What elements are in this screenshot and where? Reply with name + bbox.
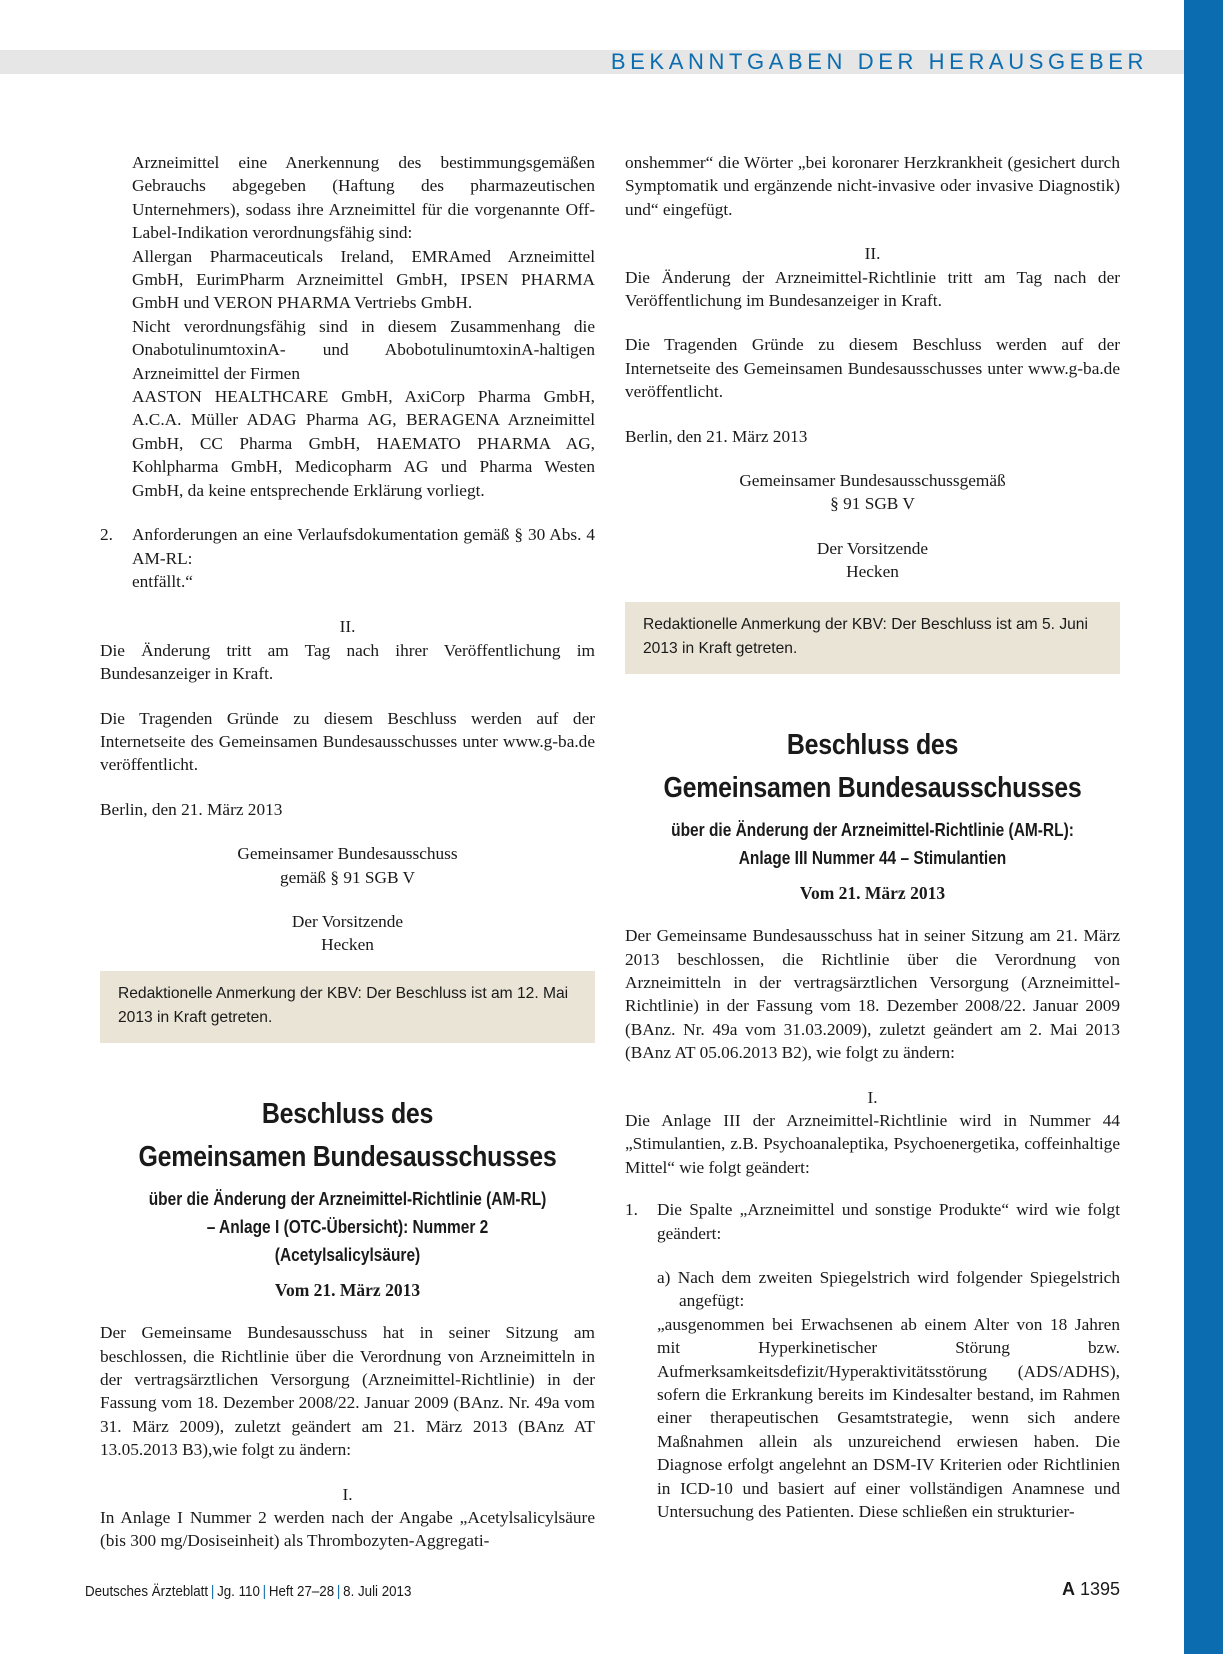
subtitle-line: über die Änderung der Arzneimittel-Richtlinie (AM-RL): [671, 819, 1074, 840]
continued-text: onshemmer“ die Wörter „bei koronarer Herzkrankheit (gesichert durch Symptomatik und ergänzende nicht-invasive oder invasive Diagnostik) und“ eingefügt. [625, 153, 1120, 219]
reasons-text: Die Tragenden Gründe zu diesem Beschluss werden auf der Internetseite des Gemeinsamen Bundesausschusses unter www.g-ba.de veröffentlicht. [100, 708, 595, 775]
signature-line: gemäß § 91 SGB V [279, 867, 416, 887]
section-text: Die Änderung der Arzneimittel-Richtlinie tritt am Tag nach der Veröffentlichung im Bundesanzeiger in Kraft. [625, 267, 1120, 311]
title-line: Gemeinsamen Bundesausschusses [138, 1140, 557, 1173]
journal-name: Deutsches Ärzteblatt [85, 1584, 209, 1600]
subtitle-line: Anlage III Nummer 44 – Stimulantien [738, 847, 1007, 868]
reasons-text: Die Tragenden Gründe zu diesem Beschluss werden auf der Internetseite des Gemeinsamen Bundesausschusses unter www.g-ba.de veröffentlicht. [625, 335, 1120, 402]
item-number: 2. [100, 525, 113, 545]
editorial-note: Redaktionelle Anmerkung der KBV: Der Beschluss ist am 12. Mai 2013 in Kraft getreten. [100, 971, 595, 1043]
signature-line: Hecken [846, 562, 899, 582]
side-color-bar [1184, 0, 1223, 1654]
title-line: Beschluss des [786, 728, 959, 761]
section-heading: I. [867, 1087, 878, 1107]
resolution-subtitle [625, 816, 1120, 872]
item-tail: entfällt.“ [132, 571, 193, 591]
not-eligible-text: Nicht verordnungsfähig sind in diesem Zusammenhang die OnabotulinumtoxinA- und AbobotulinumtoxinA-haltigen Arzneimittel der Firmen [132, 316, 595, 383]
section-heading: I. [342, 1484, 353, 1504]
section-heading: II. [339, 617, 356, 637]
body-text: Der Gemeinsame Bundesausschuss hat in seiner Sitzung am beschlossen, die Richtlinie über die Verordnung von Arzneimitteln in der vertragsärztlichen Versorgung (Arzneimittel-Richtlinie) in der Fassung vom 18. Dezember 2008/22. Januar 2009 (BAnz. Nr. 49a vom 31. März 2009), zuletzt geändert am 21. März 2013 (BAnz AT 13.05.2013 B3),wie folgt zu ändern: [100, 1323, 595, 1460]
ineligible-companies: AASTON HEALTHCARE GmbH, AxiCorp Pharma GmbH, A.C.A. Müller ADAG Pharma AG, BERAGENA Arzneimittel GmbH, CC Pharma GmbH, HAEMATO PHARMA AG, Kohlpharma GmbH, Medicopharm AG und Pharma Westen GmbH, da keine entsprechende Erklärung vorliegt. [132, 387, 595, 500]
intro-block [100, 151, 595, 502]
page-number [1062, 1579, 1120, 1600]
footer-separator: | [336, 1584, 341, 1600]
signature-line: § 91 SGB V [830, 494, 915, 514]
resolution-title [625, 724, 1120, 810]
right-column [625, 151, 1120, 1523]
section-text: Die Anlage III der Arzneimittel-Richtlinie wird in Nummer 44 „Stimulantien, z.B. Psychoanaleptika, Psychoenergetika, coffeinhaltige Mittel“ wie folgt geändert: [625, 1110, 1120, 1177]
item-text: Die Spalte „Arzneimittel und sonstige Produkte“ wird wie folgt geändert: [657, 1200, 1120, 1243]
subtitle-line: – Anlage I (OTC-Übersicht): Nummer 2 (Acetylsalicylsäure) [206, 1216, 489, 1265]
journal-volume: Jg. 110 [217, 1584, 260, 1600]
section-text: In Anlage I Nummer 2 werden nach der Angabe „Acetylsalicylsäure (bis 300 mg/Dosiseinheit) als Thrombozyten-Aggregati- [100, 1508, 595, 1551]
intro-text: Arzneimittel eine Anerkennung des bestimmungsgemäßen Gebrauchs abgegeben (Haftung des pharmazeutischen Unternehmers), sodass ihre Arzneimittel für die vorgenannte Off-Label-Indikation verordnungsfähig sind: [132, 153, 595, 243]
journal-date: 8. Juli 2013 [343, 1584, 412, 1600]
place-date: Berlin, den 21. März 2013 [100, 799, 283, 819]
resolution-title [100, 1093, 595, 1179]
resolution-subtitle [100, 1185, 595, 1269]
resolution-date: Vom 21. März 2013 [274, 1279, 421, 1300]
item-text: Anforderungen an eine Verlaufsdokumentation gemäß § 30 Abs. 4 AM-RL: [132, 525, 595, 568]
page-prefix: A [1061, 1579, 1075, 1599]
signature-line: Der Vorsitzende [291, 911, 404, 931]
sub-item-text: a) Nach dem zweiten Spiegelstrich wird folgender Spiegelstrich angefügt: [657, 1267, 1120, 1311]
footer-separator: | [262, 1584, 267, 1600]
signature-line: Der Vorsitzende [816, 538, 929, 558]
section-heading: II. [864, 244, 881, 264]
list-item [100, 523, 595, 593]
footer-separator: | [210, 1584, 215, 1600]
section-header: BEKANNTGABEN DER HERAUSGEBER [610, 49, 1148, 74]
page-number-value: 1395 [1079, 1579, 1120, 1599]
subtitle-line: über die Änderung der Arzneimittel-Richtlinie (AM-RL) [148, 1188, 547, 1209]
item-number: 1. [625, 1200, 638, 1220]
section-text: Die Änderung tritt am Tag nach ihrer Veröffentlichung im Bundesanzeiger in Kraft. [100, 640, 595, 684]
editorial-note: Redaktionelle Anmerkung der KBV: Der Beschluss ist am 5. Juni 2013 in Kraft getreten. [625, 602, 1120, 674]
journal-issue: Heft 27–28 [268, 1584, 335, 1600]
left-column [100, 151, 595, 1553]
resolution-date: Vom 21. März 2013 [799, 882, 946, 903]
signature-line: Gemeinsamer Bundesausschuss [237, 844, 458, 864]
list-item [625, 1198, 1120, 1245]
title-line: Beschluss des [261, 1097, 434, 1130]
body-text: Der Gemeinsame Bundesausschuss hat in seiner Sitzung am 21. März 2013 beschlossen, die Richtlinie über die Verordnung von Arzneimitteln in der vertragsärztlichen Versorgung (Arzneimittel-Richtlinie) in der Fassung vom 18. Dezember 2008/22. Januar 2009 (BAnz. Nr. 49a vom 31.03.2009), zuletzt geändert am 2. Mai 2013 (BAnz AT 05.06.2013 B2), wie folgt zu ändern: [625, 926, 1120, 1063]
title-line: Gemeinsamen Bundesausschusses [663, 771, 1082, 804]
sub-item [625, 1266, 1120, 1523]
signature-line: Hecken [321, 935, 374, 955]
place-date: Berlin, den 21. März 2013 [625, 426, 808, 446]
footer-citation [85, 1584, 411, 1600]
quoted-text: „ausgenommen bei Erwachsenen ab einem Alter von 18 Jahren mit Hyperkinetischer Störung bzw. Aufmerksamkeitsdefizit/Hyperaktivitätsstörung (ADS/ADHS), sofern die Erkrankung bereits im Kindesalter bestand, im Rahmen einer therapeutischen Gesamtstrategie, wenn sich andere Maßnahmen allein als unzureichend erwiesen haben. Die Diagnose erfolgt angelehnt an DSM-IV Kriterien oder Richtlinien in ICD-10 und basiert auf einer vollständigen Anamnese und Untersuchung des Patienten. Diese schließen ein strukturier- [657, 1314, 1120, 1522]
eligible-companies: Allergan Pharmaceuticals Ireland, EMRAmed Arzneimittel GmbH, EurimPharm Arzneimittel GmbH, IPSEN PHARMA GmbH und VERON PHARMA Vertriebs GmbH. [132, 246, 595, 313]
signature-line: Gemeinsamer Bundesausschussgemäß [739, 471, 1006, 491]
